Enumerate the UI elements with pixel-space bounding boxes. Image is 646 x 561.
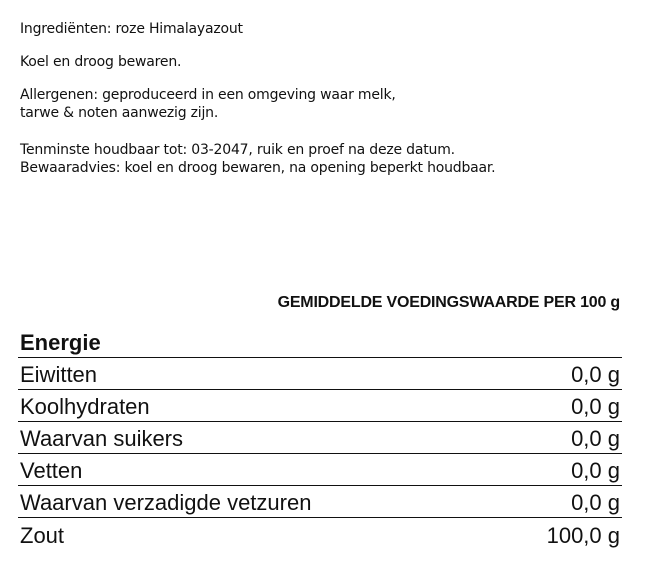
nutrient-value: 100,0 g xyxy=(546,523,620,548)
nutrition-table xyxy=(18,328,622,550)
nutrient-value: 0,0 g xyxy=(571,426,620,451)
best-before-text: Tenminste houdbaar tot: 03-2047, ruik en proef na deze datum. xyxy=(20,142,455,158)
nutrient-label: Koolhydraten xyxy=(20,394,150,419)
table-row xyxy=(18,390,622,422)
shelf-life-text xyxy=(20,141,620,177)
allergens-text xyxy=(20,86,620,122)
nutrient-label: Waarvan suikers xyxy=(20,426,184,451)
storage-text: Koel en droog bewaren. xyxy=(20,54,182,70)
nutrient-value: 0,0 g xyxy=(571,490,620,515)
nutrient-value: 0,0 g xyxy=(571,458,620,483)
nutrient-label: Zout xyxy=(20,523,65,548)
nutrient-label: Eiwitten xyxy=(20,362,98,387)
allergens-line-1: Allergenen: geproduceerd in een omgeving waar melk, xyxy=(20,87,396,103)
nutrient-label: Waarvan verzadigde vetzuren xyxy=(20,490,312,515)
table-row xyxy=(18,358,622,390)
table-row xyxy=(18,422,622,454)
nutrient-value: 0,0 g xyxy=(571,394,620,419)
table-row xyxy=(18,454,622,486)
table-row xyxy=(18,518,622,550)
allergens-line-2: tarwe & noten aanwezig zijn. xyxy=(20,105,219,121)
nutrition-table-title: GEMIDDELDE VOEDINGSWAARDE PER 100 g xyxy=(277,294,620,311)
nutrition-header-row xyxy=(18,328,622,358)
nutrient-value: 0,0 g xyxy=(571,362,620,387)
product-info xyxy=(20,20,620,192)
table-row xyxy=(18,486,622,518)
nutrient-label: Vetten xyxy=(20,458,83,483)
energy-label: Energie xyxy=(20,330,101,355)
ingredients-text: Ingrediënten: roze Himalayazout xyxy=(20,21,243,37)
storage-advice-text: Bewaaradvies: koel en droog bewaren, na opening beperkt houdbaar. xyxy=(20,160,496,176)
